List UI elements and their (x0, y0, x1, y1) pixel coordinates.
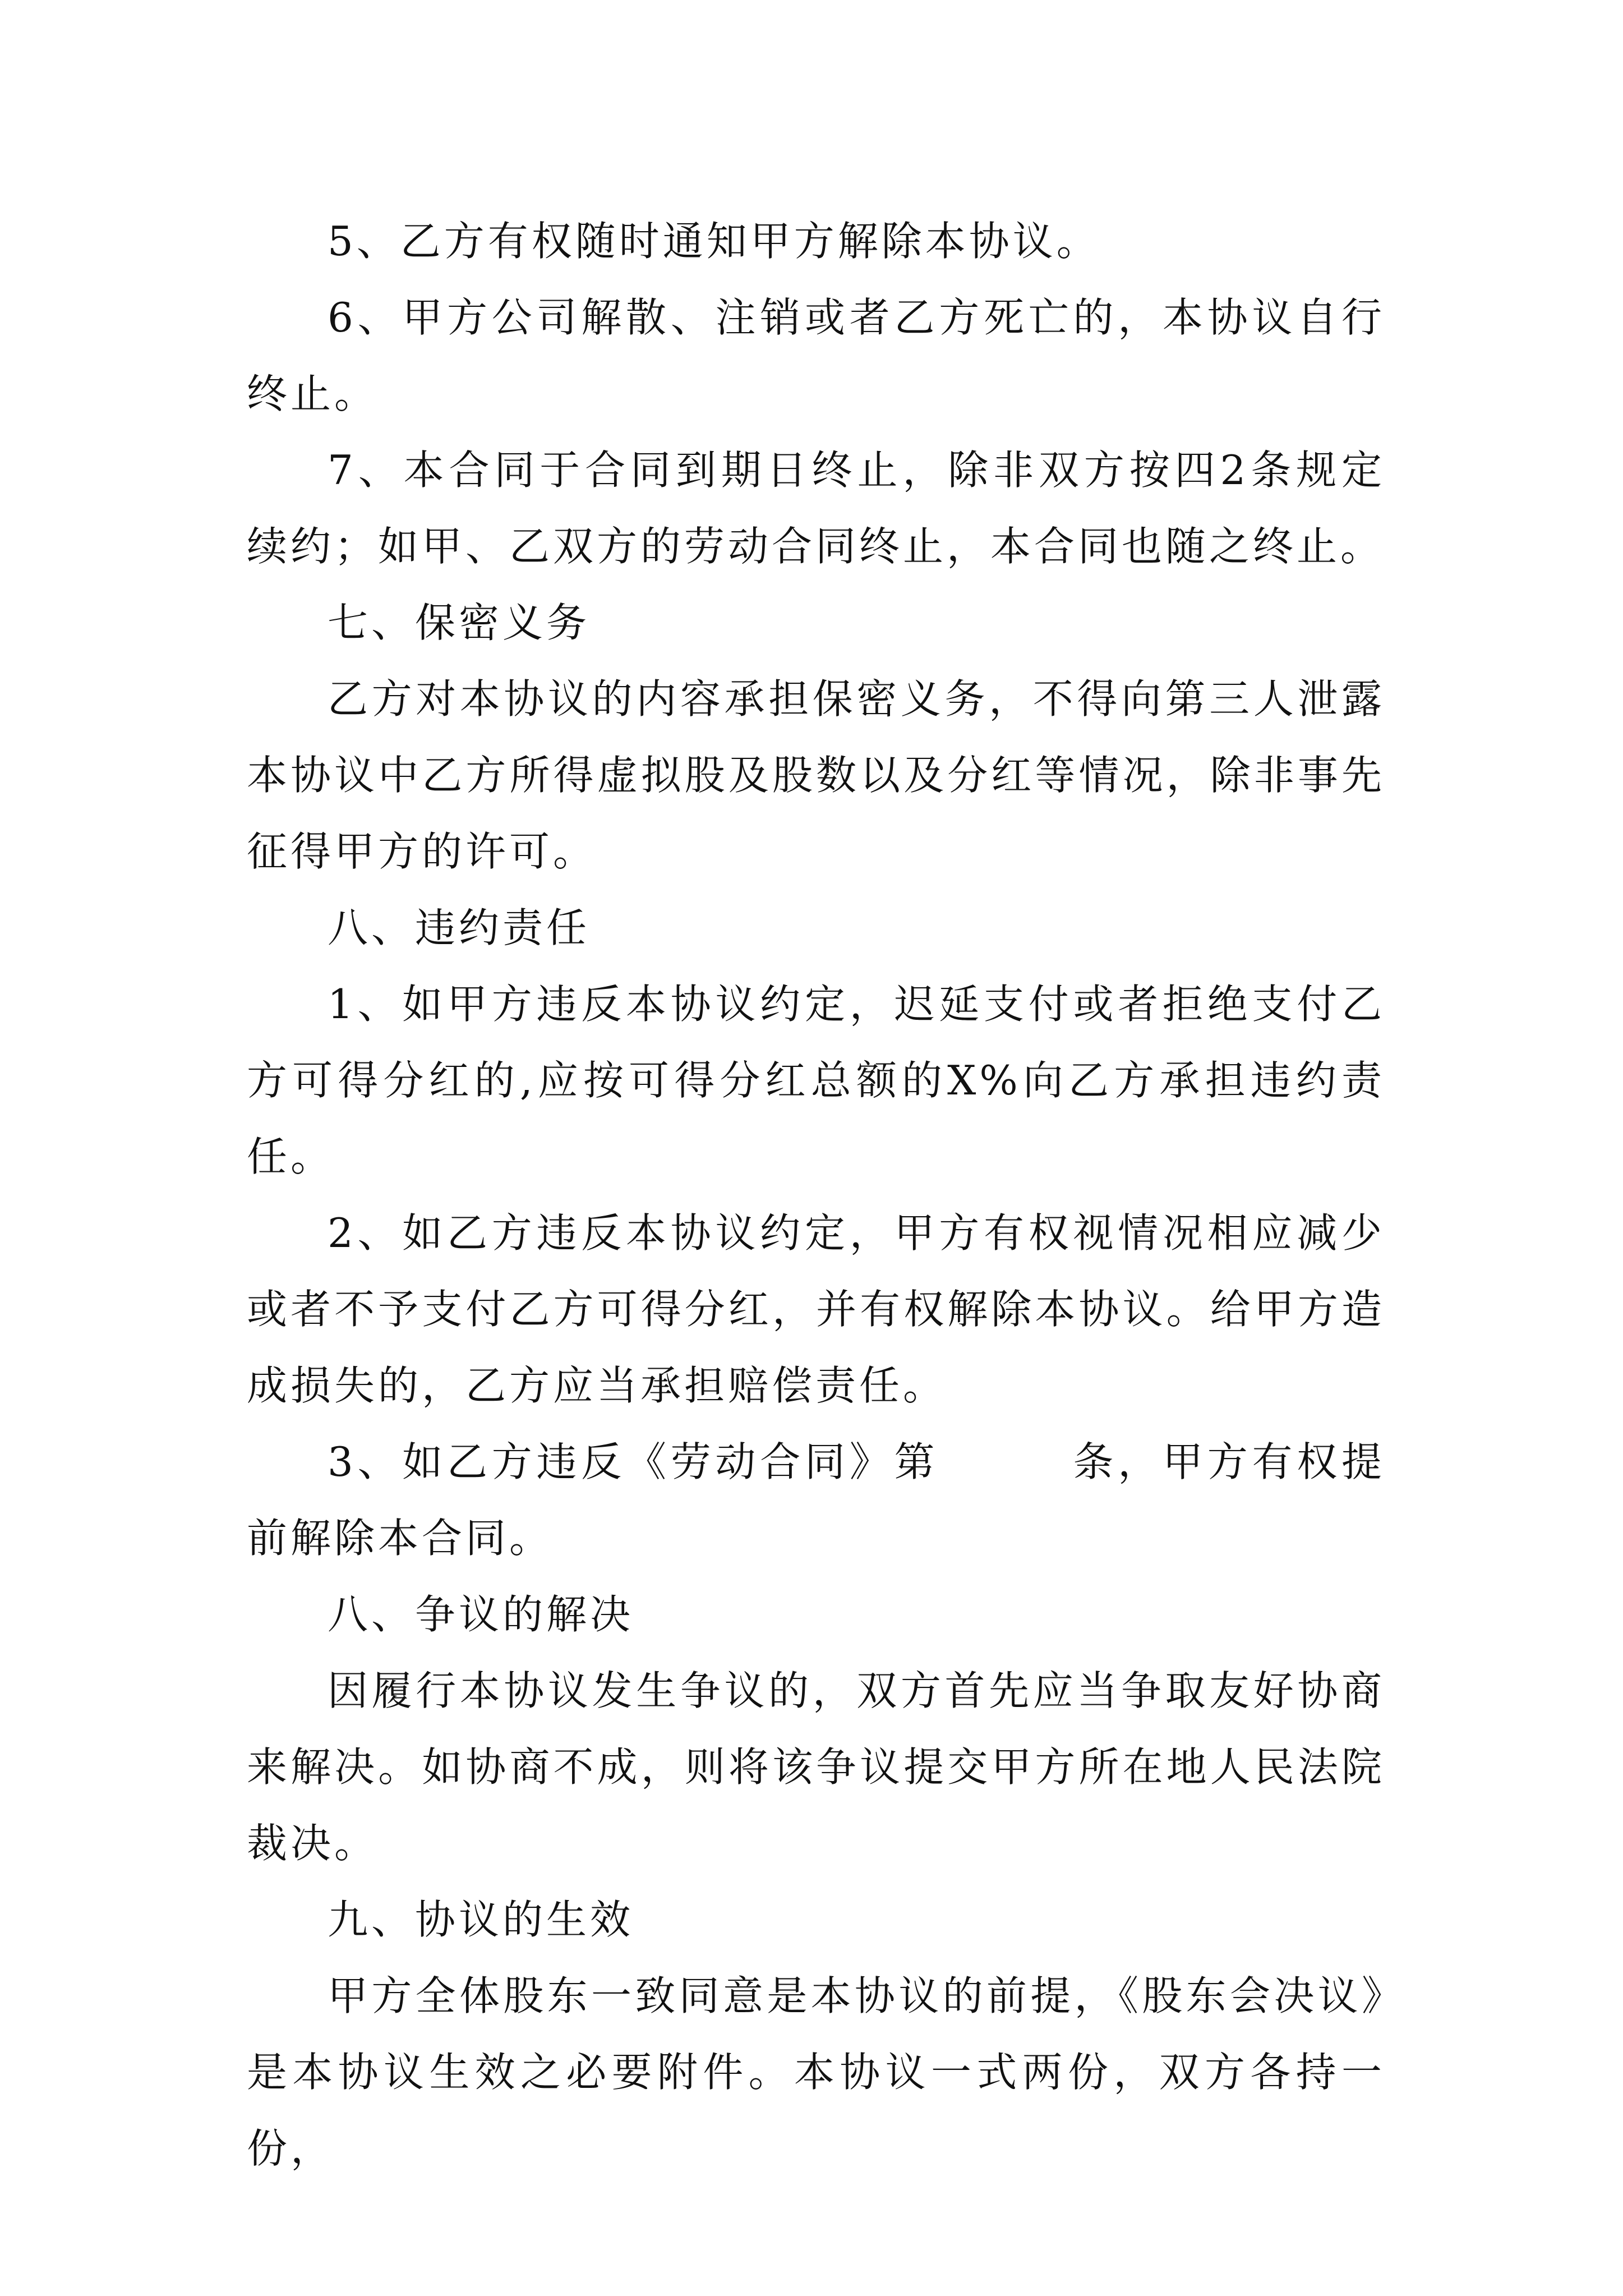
document-body (247, 203, 1385, 2187)
section-heading-effectiveness: 九、协议的生效 (328, 1896, 634, 1943)
paragraph-breach-party-b: 2、如乙方违反本协议约定，甲方有权视情况相应减少或者不予支付乙方可得分红，并有权解除本协议。给甲方造成损失的，乙方应当承担赔偿责任。 (247, 1209, 1385, 1409)
paragraph-effectiveness: 甲方全体股东一致同意是本协议的前提，《股东会决议》是本协议生效之必要附件。本协议一式两份，双方各持一份， (247, 1972, 1385, 2172)
paragraph-breach-party-a: 1、如甲方违反本协议约定，迟延支付或者拒绝支付乙方可得分红的,应按可得分红总额的X%向乙方承担违约责任。 (247, 981, 1385, 1180)
paragraph-breach-labor-contract: 3、如乙方违反《劳动合同》第 条，甲方有权提前解除本合同。 (247, 1438, 1385, 1562)
section-heading-breach: 八、违约责任 (328, 904, 591, 951)
section-heading-confidentiality: 七、保密义务 (328, 599, 591, 646)
paragraph-confidentiality: 乙方对本协议的内容承担保密义务，不得向第三人泄露本协议中乙方所得虚拟股及股数以及分红等情况，除非事先征得甲方的许可。 (247, 675, 1385, 875)
section-heading-dispute: 八、争议的解决 (328, 1591, 634, 1638)
paragraph-termination-notice: 5、乙方有权随时通知甲方解除本协议。 (328, 218, 1100, 265)
paragraph-dispute: 因履行本协议发生争议的，双方首先应当争取友好协商来解决。如协商不成，则将该争议提交甲方所在地人民法院裁决。 (247, 1667, 1385, 1867)
paragraph-termination-expiry: 7、本合同于合同到期日终止，除非双方按四2条规定续约；如甲、乙双方的劳动合同终止，本合同也随之终止。 (247, 447, 1385, 570)
paragraph-termination-dissolution: 6、甲方公司解散、注销或者乙方死亡的，本协议自行终止。 (247, 294, 1385, 417)
